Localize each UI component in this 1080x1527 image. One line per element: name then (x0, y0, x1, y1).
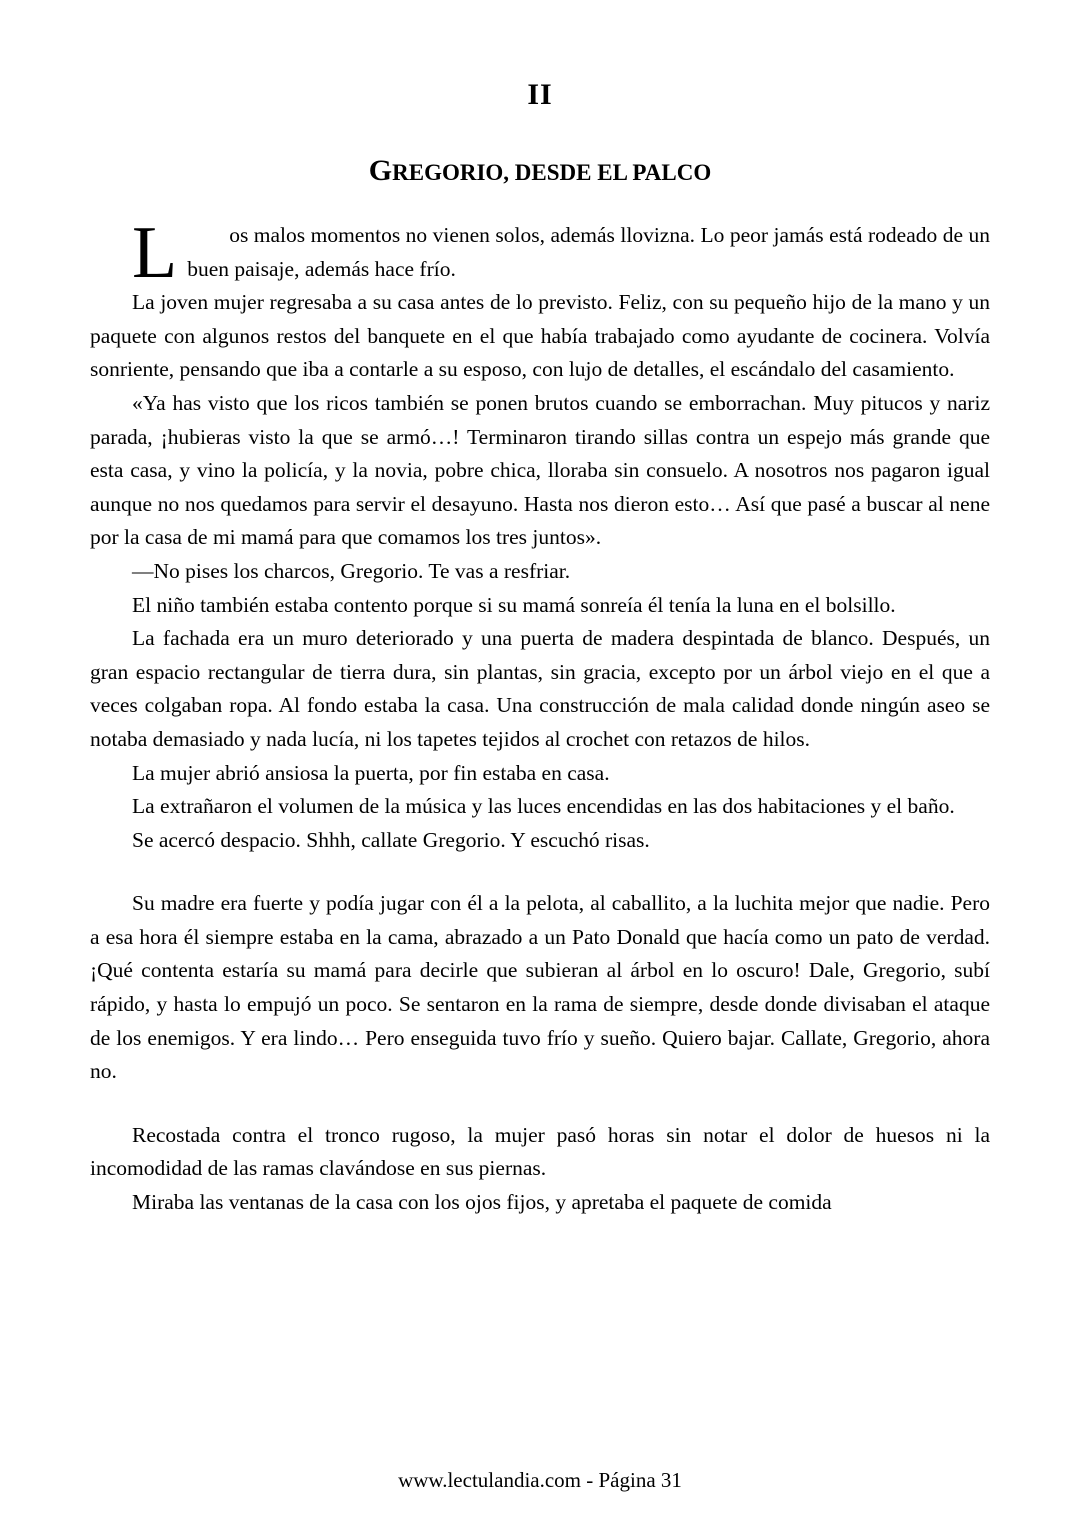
paragraph-1 (90, 212, 990, 294)
paragraph-11: Recostada contra el tronco rugoso, la mujer pasó horas sin notar el dolor de huesos ni la incomodidad de las ramas clavándose en sus piernas. (90, 1122, 990, 1181)
body-text (90, 212, 990, 1220)
paragraph-12: Miraba las ventanas de la casa con los ojos fijos, y apretaba el paquete de comida (132, 1190, 832, 1215)
paragraph-2: La joven mujer regresaba a su casa antes de lo previsto. Feliz, con su pequeño hijo de la mano y un paquete con algunos restos del banquete en el que había trabajado como ayudante de cocinera. Volvía sonriente, pensando que iba a contarle a su esposo, con lujo de detalles, el escándalo del casamiento. (90, 290, 990, 382)
paragraph-3: «Ya has visto que los ricos también se ponen brutos cuando se emborrachan. Muy pitucos y nariz parada, ¡hubieras visto la que se armó…! Terminaron tirando sillas contra un espejo más grande que esta casa, y vino la policía, y la novia, pobre chica, lloraba sin consuelo. A nosotros nos pagaron igual aunque no nos quedamos para servir el desayuno. Hasta nos dieron esto… Así que pasé a buscar al nene por la casa de mi mamá para que comamos los tres juntos». (90, 390, 990, 550)
chapter-title (90, 153, 990, 189)
drop-cap: L (132, 212, 178, 294)
paragraph-5: El niño también estaba contento porque si su mamá sonreía él tenía la luna en el bolsillo. (132, 592, 896, 617)
chapter-title-initial: G (368, 154, 393, 187)
chapter-title-rest: REGORIO, DESDE EL PALCO (392, 160, 712, 185)
paragraph-9: Se acercó despacio. Shhh, callate Gregorio. Y escuchó risas. (132, 827, 650, 852)
page-footer: www.lectulandia.com - Página 31 (398, 1468, 682, 1492)
paragraph-6: La fachada era un muro deteriorado y una puerta de madera despintada de blanco. Después, un gran espacio rectangular de tierra dura, sin plantas, sin gracia, excepto por un árbol viejo en el que a veces colgaban ropa. Al fondo estaba la casa. Una construcción de mala calidad donde ningún aseo se notaba demasiado y nada lucía, ni los tapetes tejidos al crochet con retazos de hilos. (90, 626, 990, 751)
paragraph-8: La extrañaron el volumen de la música y las luces encendidas en las dos habitaciones y el baño. (132, 794, 955, 819)
paragraph-7: La mujer abrió ansiosa la puerta, por fin estaba en casa. (132, 760, 610, 785)
paragraph-4: —No pises los charcos, Gregorio. Te vas a resfriar. (132, 558, 571, 583)
chapter-number: II (527, 78, 553, 111)
paragraph-10: Su madre era fuerte y podía jugar con él a la pelota, al caballito, a la luchita mejor que nadie. Pero a esa hora él siempre estaba en la cama, abrazado a un Pato Donald que hacía como un pato de verdad. ¡Qué contenta estaría su mamá para decirle que subieran al árbol en lo oscuro! Dale, Gregorio, subí rápido, y hasta lo empujó un poco. Se sentaron en la rama de siempre, desde donde divisaban el ataque de los enemigos. Y era lindo… Pero enseguida tuvo frío y sueño. Quiero bajar. Callate, Gregorio, ahora no. (90, 891, 990, 1084)
paragraph-1-text: os malos momentos no vienen solos, además llovizna. Lo peor jamás está rodeado de un buen paisaje, además hace frío. (187, 223, 990, 281)
